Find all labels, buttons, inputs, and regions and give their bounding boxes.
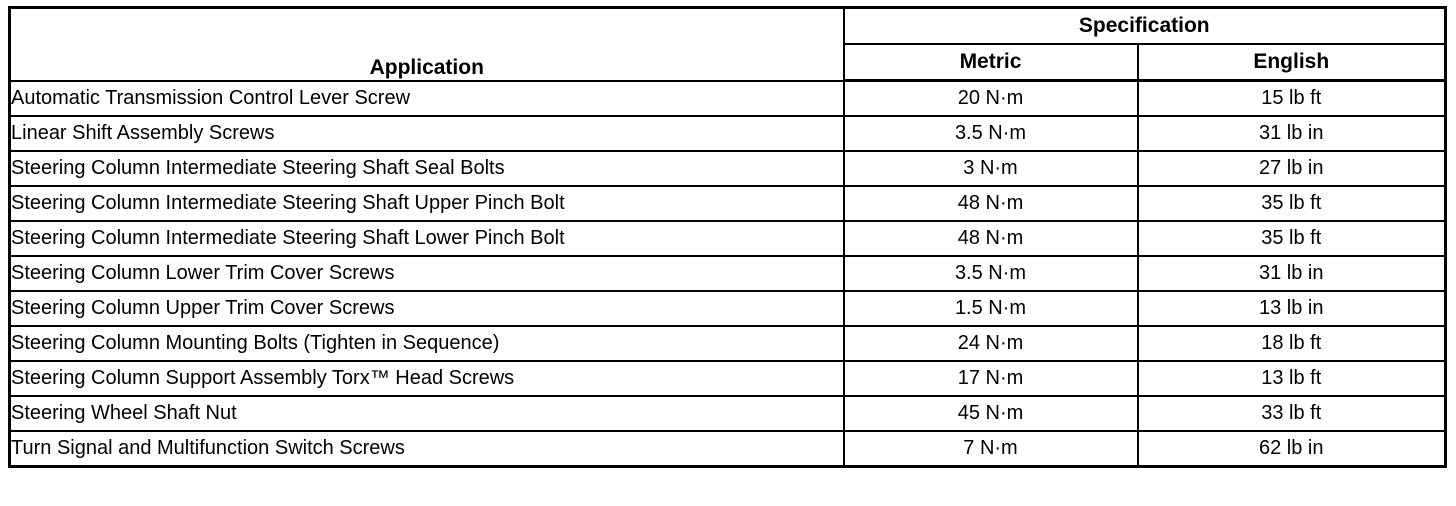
cell-metric: 3.5 N·m (844, 256, 1138, 291)
cell-application: Steering Column Upper Trim Cover Screws (10, 291, 844, 326)
cell-english: 62 lb in (1138, 431, 1446, 467)
header-specification: Specification (844, 8, 1446, 45)
cell-application: Steering Column Intermediate Steering Shaft Upper Pinch Bolt (10, 186, 844, 221)
cell-metric: 24 N·m (844, 326, 1138, 361)
cell-application: Turn Signal and Multifunction Switch Screws (10, 431, 844, 467)
cell-metric: 17 N·m (844, 361, 1138, 396)
cell-english: 35 lb ft (1138, 221, 1446, 256)
table-row (10, 291, 1446, 326)
cell-application: Linear Shift Assembly Screws (10, 116, 844, 151)
cell-application: Steering Column Intermediate Steering Shaft Lower Pinch Bolt (10, 221, 844, 256)
cell-metric: 48 N·m (844, 186, 1138, 221)
table-row (10, 151, 1446, 186)
cell-english: 13 lb ft (1138, 361, 1446, 396)
cell-application: Steering Wheel Shaft Nut (10, 396, 844, 431)
cell-english: 18 lb ft (1138, 326, 1446, 361)
table-row (10, 431, 1446, 467)
cell-english: 33 lb ft (1138, 396, 1446, 431)
table-row (10, 396, 1446, 431)
cell-english: 31 lb in (1138, 116, 1446, 151)
table-row (10, 186, 1446, 221)
table-body (10, 81, 1446, 467)
cell-english: 35 lb ft (1138, 186, 1446, 221)
cell-english: 27 lb in (1138, 151, 1446, 186)
header-english: English (1138, 44, 1446, 81)
cell-metric: 45 N·m (844, 396, 1138, 431)
table-row (10, 221, 1446, 256)
table-row (10, 361, 1446, 396)
cell-english: 15 lb ft (1138, 81, 1446, 117)
cell-application: Steering Column Lower Trim Cover Screws (10, 256, 844, 291)
cell-application: Automatic Transmission Control Lever Screw (10, 81, 844, 117)
cell-metric: 7 N·m (844, 431, 1138, 467)
cell-application: Steering Column Intermediate Steering Shaft Seal Bolts (10, 151, 844, 186)
table-row (10, 116, 1446, 151)
table-row (10, 81, 1446, 117)
cell-metric: 3 N·m (844, 151, 1138, 186)
cell-english: 31 lb in (1138, 256, 1446, 291)
cell-metric: 20 N·m (844, 81, 1138, 117)
cell-application: Steering Column Support Assembly Torx™ Head Screws (10, 361, 844, 396)
header-metric: Metric (844, 44, 1138, 81)
cell-application: Steering Column Mounting Bolts (Tighten in Sequence) (10, 326, 844, 361)
spec-table-container (8, 6, 1447, 468)
cell-metric: 48 N·m (844, 221, 1138, 256)
cell-metric: 3.5 N·m (844, 116, 1138, 151)
table-row (10, 256, 1446, 291)
table-row (10, 326, 1446, 361)
cell-english: 13 lb in (1138, 291, 1446, 326)
header-application: Application (10, 8, 844, 81)
header-row-top (10, 8, 1446, 45)
cell-metric: 1.5 N·m (844, 291, 1138, 326)
fastener-specification-table (8, 6, 1447, 468)
